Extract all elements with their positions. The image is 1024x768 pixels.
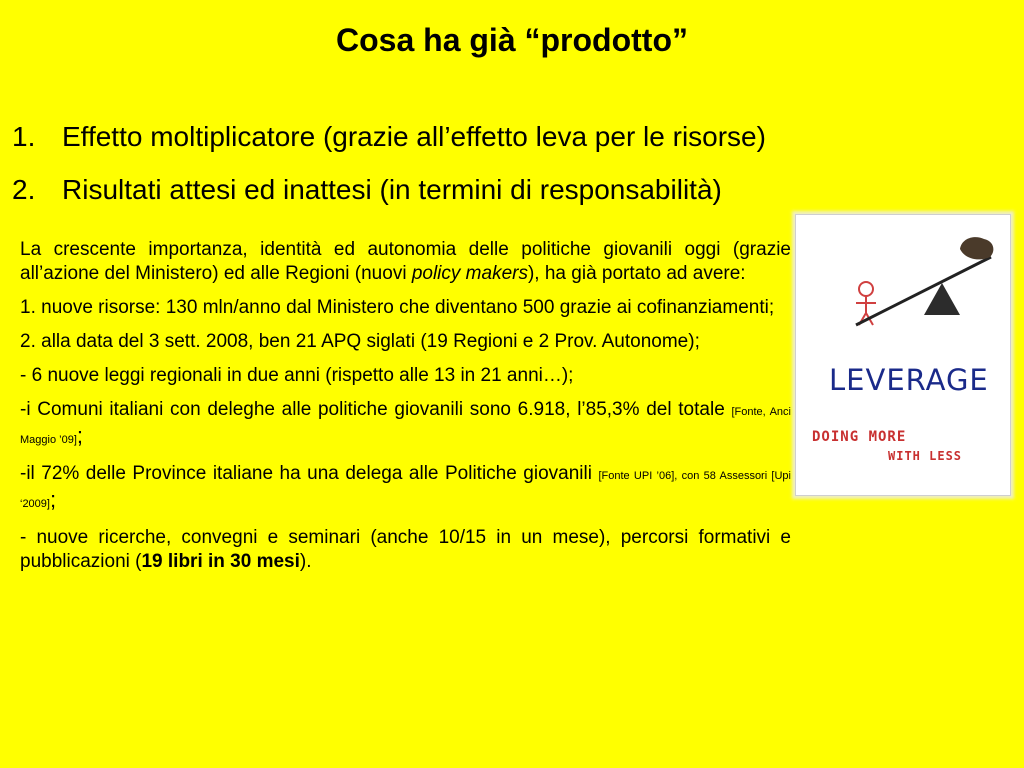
seesaw-illustration [796, 215, 1010, 355]
comuni-end: ; [76, 423, 83, 448]
paragraph-apq: 2. alla data del 3 sett. 2008, ben 21 APQ siglati (19 Regioni e 2 Prov. Autonome); [20, 331, 700, 352]
research-bold: 19 libri in 30 mesi [141, 551, 300, 572]
province-source: [Fonte UPI ’06], con 58 Assessori [Upi ‘2009] [20, 470, 791, 510]
seesaw-plank-icon [856, 257, 991, 325]
leverage-tagline-1: DOING MORE [812, 429, 907, 445]
leverage-image [795, 214, 1011, 496]
paragraph-comuni [20, 398, 791, 452]
numbered-list [12, 120, 1012, 226]
leverage-word: LEVERAGE [829, 363, 989, 397]
paragraph-research [20, 526, 791, 574]
research-end: ). [299, 551, 312, 572]
intro-text-end: ), ha già portato ad avere: [527, 263, 746, 284]
rock-icon [960, 237, 993, 259]
paragraph-resources: 1. nuove risorse: 130 mln/anno dal Ministero che diventano 500 grazie ai cofinanziamenti; [20, 297, 775, 318]
list-item [12, 173, 1012, 207]
intro-emphasis: policy makers [411, 263, 528, 284]
research-text: - nuove ricerche, convegni e seminari (anche 10/15 in un mese), percorsi formativi e pubblicazioni ( [20, 527, 791, 572]
list-item-number: 1. [12, 121, 36, 152]
intro-paragraph [20, 238, 791, 286]
list-item-number: 2. [12, 174, 36, 205]
list-item-text: Effetto moltiplicatore (grazie all’effetto leva per le risorse) [62, 121, 766, 152]
paragraph-laws: - 6 nuove leggi regionali in due anni (rispetto alle 13 in 21 anni…); [20, 365, 574, 386]
province-text: -il 72% delle Province italiane ha una delega alle Politiche giovanili [20, 463, 599, 484]
slide-title: Cosa ha già “prodotto” [336, 22, 688, 58]
comuni-source: [Fonte, Anci Maggio ’09] [20, 406, 791, 446]
paragraph-province [20, 462, 791, 516]
province-end: ; [49, 487, 57, 512]
comuni-text: -i Comuni italiani con deleghe alle politiche giovanili sono 6.918, l’85,3% del totale [20, 399, 732, 420]
list-item [12, 120, 1012, 154]
body-text [20, 238, 791, 584]
leverage-tagline-2: WITH LESS [888, 449, 963, 463]
list-item-text: Risultati attesi ed inattesi (in termini di responsabilità) [62, 174, 722, 205]
intro-text: La crescente importanza, identità ed autonomia delle politiche giovanili oggi (grazie all’azione del Ministero) ed alle Regioni (nuovi [20, 239, 791, 284]
